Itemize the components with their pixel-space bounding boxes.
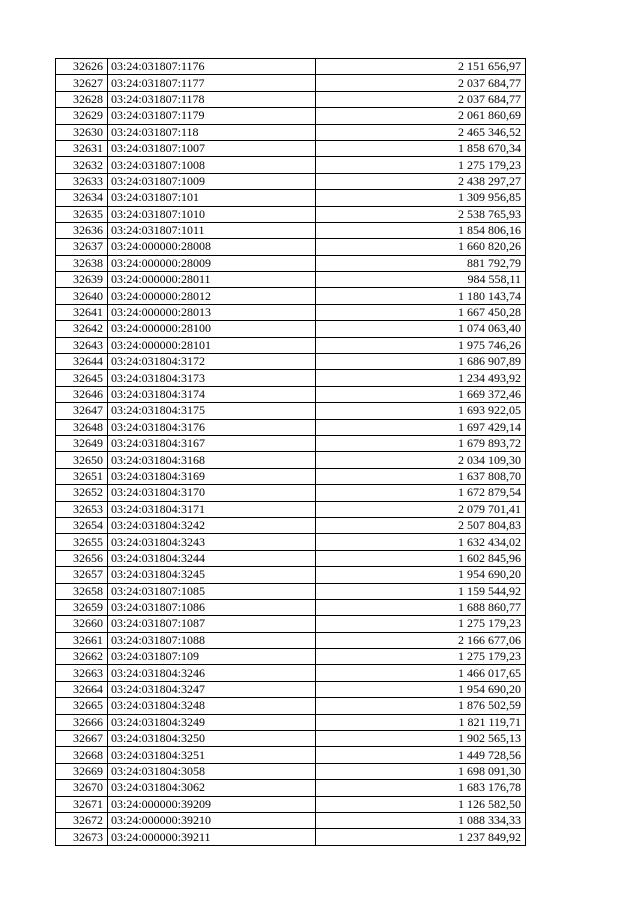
row-number: 32672	[56, 812, 108, 828]
cadastral-value: 1 180 143,74	[316, 288, 526, 304]
row-number: 32664	[56, 681, 108, 697]
table-row	[56, 419, 526, 435]
cadastral-value: 2 507 804,83	[316, 517, 526, 533]
cadastral-value: 2 037 684,77	[316, 75, 526, 91]
row-number: 32628	[56, 91, 108, 107]
cadastral-value: 984 558,11	[316, 272, 526, 288]
table-row	[56, 370, 526, 386]
row-number: 32654	[56, 517, 108, 533]
row-number: 32652	[56, 485, 108, 501]
row-number: 32644	[56, 354, 108, 370]
row-number: 32626	[56, 59, 108, 75]
row-number: 32634	[56, 190, 108, 206]
cadastral-value: 1 234 493,92	[316, 370, 526, 386]
row-number: 32670	[56, 780, 108, 796]
cadastral-number: 03:24:031807:1177	[108, 75, 316, 91]
row-number: 32638	[56, 255, 108, 271]
table-row	[56, 649, 526, 665]
cadastral-value: 1 698 091,30	[316, 763, 526, 779]
cadastral-value: 2 079 701,41	[316, 501, 526, 517]
cadastral-number: 03:24:000000:28101	[108, 337, 316, 353]
cadastral-value: 881 792,79	[316, 255, 526, 271]
row-number: 32642	[56, 321, 108, 337]
row-number: 32633	[56, 173, 108, 189]
cadastral-number: 03:24:031804:3247	[108, 681, 316, 697]
cadastral-number: 03:24:031804:3246	[108, 665, 316, 681]
cadastral-number: 03:24:000000:39211	[108, 829, 316, 845]
row-number: 32665	[56, 698, 108, 714]
row-number: 32668	[56, 747, 108, 763]
cadastral-number: 03:24:031807:1007	[108, 140, 316, 156]
cadastral-value: 1 159 544,92	[316, 583, 526, 599]
cadastral-number: 03:24:031804:3172	[108, 354, 316, 370]
row-number: 32639	[56, 272, 108, 288]
table-row	[56, 173, 526, 189]
row-number: 32640	[56, 288, 108, 304]
table-row	[56, 452, 526, 468]
cadastral-value: 1 876 502,59	[316, 698, 526, 714]
cadastral-number: 03:24:000000:28011	[108, 272, 316, 288]
table-row	[56, 812, 526, 828]
cadastral-value: 1 902 565,13	[316, 731, 526, 747]
table-row	[56, 386, 526, 402]
table-row	[56, 435, 526, 451]
cadastral-number: 03:24:031807:1088	[108, 632, 316, 648]
cadastral-number: 03:24:031807:101	[108, 190, 316, 206]
cadastral-number: 03:24:000000:28100	[108, 321, 316, 337]
cadastral-value: 1 667 450,28	[316, 304, 526, 320]
row-number: 32663	[56, 665, 108, 681]
table-row	[56, 206, 526, 222]
row-number: 32661	[56, 632, 108, 648]
table-row	[56, 304, 526, 320]
cadastral-number: 03:24:000000:39210	[108, 812, 316, 828]
cadastral-value: 2 538 765,93	[316, 206, 526, 222]
cadastral-number: 03:24:031807:118	[108, 124, 316, 140]
table-row	[56, 288, 526, 304]
row-number: 32643	[56, 337, 108, 353]
table-body	[56, 59, 526, 846]
cadastral-value: 1 309 956,85	[316, 190, 526, 206]
row-number: 32635	[56, 206, 108, 222]
table-row	[56, 616, 526, 632]
cadastral-value: 1 821 119,71	[316, 714, 526, 730]
row-number: 32656	[56, 550, 108, 566]
cadastral-value: 1 602 845,96	[316, 550, 526, 566]
cadastral-value: 1 126 582,50	[316, 796, 526, 812]
table-row	[56, 140, 526, 156]
row-number: 32657	[56, 567, 108, 583]
cadastral-value: 2 034 109,30	[316, 452, 526, 468]
row-number: 32627	[56, 75, 108, 91]
cadastral-number: 03:24:031804:3168	[108, 452, 316, 468]
cadastral-number: 03:24:031807:1009	[108, 173, 316, 189]
cadastral-value: 1 669 372,46	[316, 386, 526, 402]
row-number: 32671	[56, 796, 108, 812]
cadastral-number: 03:24:000000:28012	[108, 288, 316, 304]
row-number: 32637	[56, 239, 108, 255]
cadastral-value: 1 697 429,14	[316, 419, 526, 435]
row-number: 32648	[56, 419, 108, 435]
cadastral-value: 1 275 179,23	[316, 649, 526, 665]
cadastral-number: 03:24:000000:28013	[108, 304, 316, 320]
table-row	[56, 468, 526, 484]
cadastral-value: 1 858 670,34	[316, 140, 526, 156]
cadastral-number: 03:24:031804:3243	[108, 534, 316, 550]
table-row	[56, 763, 526, 779]
table-row	[56, 714, 526, 730]
cadastral-number: 03:24:031804:3170	[108, 485, 316, 501]
cadastral-number: 03:24:031807:1179	[108, 108, 316, 124]
cadastral-number: 03:24:031807:1178	[108, 91, 316, 107]
cadastral-value: 1 074 063,40	[316, 321, 526, 337]
cadastral-number: 03:24:031807:1086	[108, 599, 316, 615]
cadastral-value: 1 237 849,92	[316, 829, 526, 845]
cadastral-value: 1 275 179,23	[316, 157, 526, 173]
cadastral-number: 03:24:031804:3174	[108, 386, 316, 402]
cadastral-value: 1 679 893,72	[316, 435, 526, 451]
cadastral-value: 1 683 176,78	[316, 780, 526, 796]
cadastral-number: 03:24:031804:3062	[108, 780, 316, 796]
row-number: 32659	[56, 599, 108, 615]
cadastral-value: 1 954 690,20	[316, 681, 526, 697]
cadastral-number: 03:24:031804:3251	[108, 747, 316, 763]
cadastral-number: 03:24:031804:3173	[108, 370, 316, 386]
row-number: 32673	[56, 829, 108, 845]
cadastral-number: 03:24:031807:1176	[108, 59, 316, 75]
table-row	[56, 747, 526, 763]
cadastral-number: 03:24:031804:3245	[108, 567, 316, 583]
table-row	[56, 108, 526, 124]
table-row	[56, 321, 526, 337]
row-number: 32658	[56, 583, 108, 599]
cadastral-number: 03:24:031804:3176	[108, 419, 316, 435]
table-row	[56, 239, 526, 255]
cadastral-value: 1 975 746,26	[316, 337, 526, 353]
table-row	[56, 91, 526, 107]
table-row	[56, 796, 526, 812]
table-row	[56, 501, 526, 517]
table-row	[56, 780, 526, 796]
cadastral-number: 03:24:031804:3175	[108, 403, 316, 419]
cadastral-number: 03:24:031804:3248	[108, 698, 316, 714]
table-row	[56, 665, 526, 681]
cadastral-value: 2 151 656,97	[316, 59, 526, 75]
row-number: 32632	[56, 157, 108, 173]
cadastral-value: 1 688 860,77	[316, 599, 526, 615]
cadastral-number: 03:24:000000:28008	[108, 239, 316, 255]
cadastral-number: 03:24:031804:3058	[108, 763, 316, 779]
row-number: 32646	[56, 386, 108, 402]
cadastral-value: 2 465 346,52	[316, 124, 526, 140]
cadastral-number: 03:24:031807:1010	[108, 206, 316, 222]
table-row	[56, 731, 526, 747]
cadastral-value: 1 088 334,33	[316, 812, 526, 828]
table-row	[56, 599, 526, 615]
table-row	[56, 681, 526, 697]
table-row	[56, 698, 526, 714]
cadastral-value: 1 275 179,23	[316, 616, 526, 632]
row-number: 32647	[56, 403, 108, 419]
cadastral-number: 03:24:031804:3249	[108, 714, 316, 730]
row-number: 32667	[56, 731, 108, 747]
table-row	[56, 75, 526, 91]
cadastral-value: 1 660 820,26	[316, 239, 526, 255]
table-row	[56, 59, 526, 75]
cadastral-number: 03:24:000000:39209	[108, 796, 316, 812]
cadastral-number: 03:24:031804:3244	[108, 550, 316, 566]
row-number: 32655	[56, 534, 108, 550]
cadastral-number: 03:24:031807:1008	[108, 157, 316, 173]
cadastral-value: 1 632 434,02	[316, 534, 526, 550]
table-row	[56, 567, 526, 583]
cadastral-value: 1 686 907,89	[316, 354, 526, 370]
table-row	[56, 255, 526, 271]
row-number: 32653	[56, 501, 108, 517]
cadastral-value: 1 637 808,70	[316, 468, 526, 484]
table-row	[56, 829, 526, 845]
row-number: 32629	[56, 108, 108, 124]
cadastral-number: 03:24:031804:3169	[108, 468, 316, 484]
table-row	[56, 124, 526, 140]
cadastral-value: 1 672 879,54	[316, 485, 526, 501]
row-number: 32630	[56, 124, 108, 140]
cadastral-value: 1 693 922,05	[316, 403, 526, 419]
cadastral-number: 03:24:031804:3250	[108, 731, 316, 747]
cadastral-value: 2 438 297,27	[316, 173, 526, 189]
cadastral-number: 03:24:031804:3242	[108, 517, 316, 533]
cadastral-number: 03:24:031804:3171	[108, 501, 316, 517]
table-row	[56, 272, 526, 288]
cadastral-value: 1 466 017,65	[316, 665, 526, 681]
table-row	[56, 583, 526, 599]
cadastral-number: 03:24:031807:109	[108, 649, 316, 665]
cadastral-number: 03:24:031807:1011	[108, 222, 316, 238]
cadastral-number: 03:24:031807:1085	[108, 583, 316, 599]
row-number: 32650	[56, 452, 108, 468]
table-row	[56, 157, 526, 173]
cadastral-value: 2 037 684,77	[316, 91, 526, 107]
row-number: 32669	[56, 763, 108, 779]
table-row	[56, 403, 526, 419]
table-row	[56, 632, 526, 648]
cadastral-number: 03:24:031804:3167	[108, 435, 316, 451]
cadastral-value: 1 449 728,56	[316, 747, 526, 763]
row-number: 32662	[56, 649, 108, 665]
table-row	[56, 485, 526, 501]
row-number: 32649	[56, 435, 108, 451]
table-row	[56, 534, 526, 550]
cadastral-value: 1 854 806,16	[316, 222, 526, 238]
cadastral-value: 1 954 690,20	[316, 567, 526, 583]
table-row	[56, 337, 526, 353]
table-row	[56, 517, 526, 533]
row-number: 32641	[56, 304, 108, 320]
row-number: 32631	[56, 140, 108, 156]
row-number: 32666	[56, 714, 108, 730]
row-number: 32636	[56, 222, 108, 238]
row-number: 32645	[56, 370, 108, 386]
cadastral-value-table	[55, 58, 526, 846]
table-row	[56, 222, 526, 238]
row-number: 32651	[56, 468, 108, 484]
cadastral-number: 03:24:031807:1087	[108, 616, 316, 632]
table-row	[56, 550, 526, 566]
table-row	[56, 354, 526, 370]
table-row	[56, 190, 526, 206]
cadastral-value: 2 166 677,06	[316, 632, 526, 648]
cadastral-number: 03:24:000000:28009	[108, 255, 316, 271]
cadastral-value: 2 061 860,69	[316, 108, 526, 124]
row-number: 32660	[56, 616, 108, 632]
